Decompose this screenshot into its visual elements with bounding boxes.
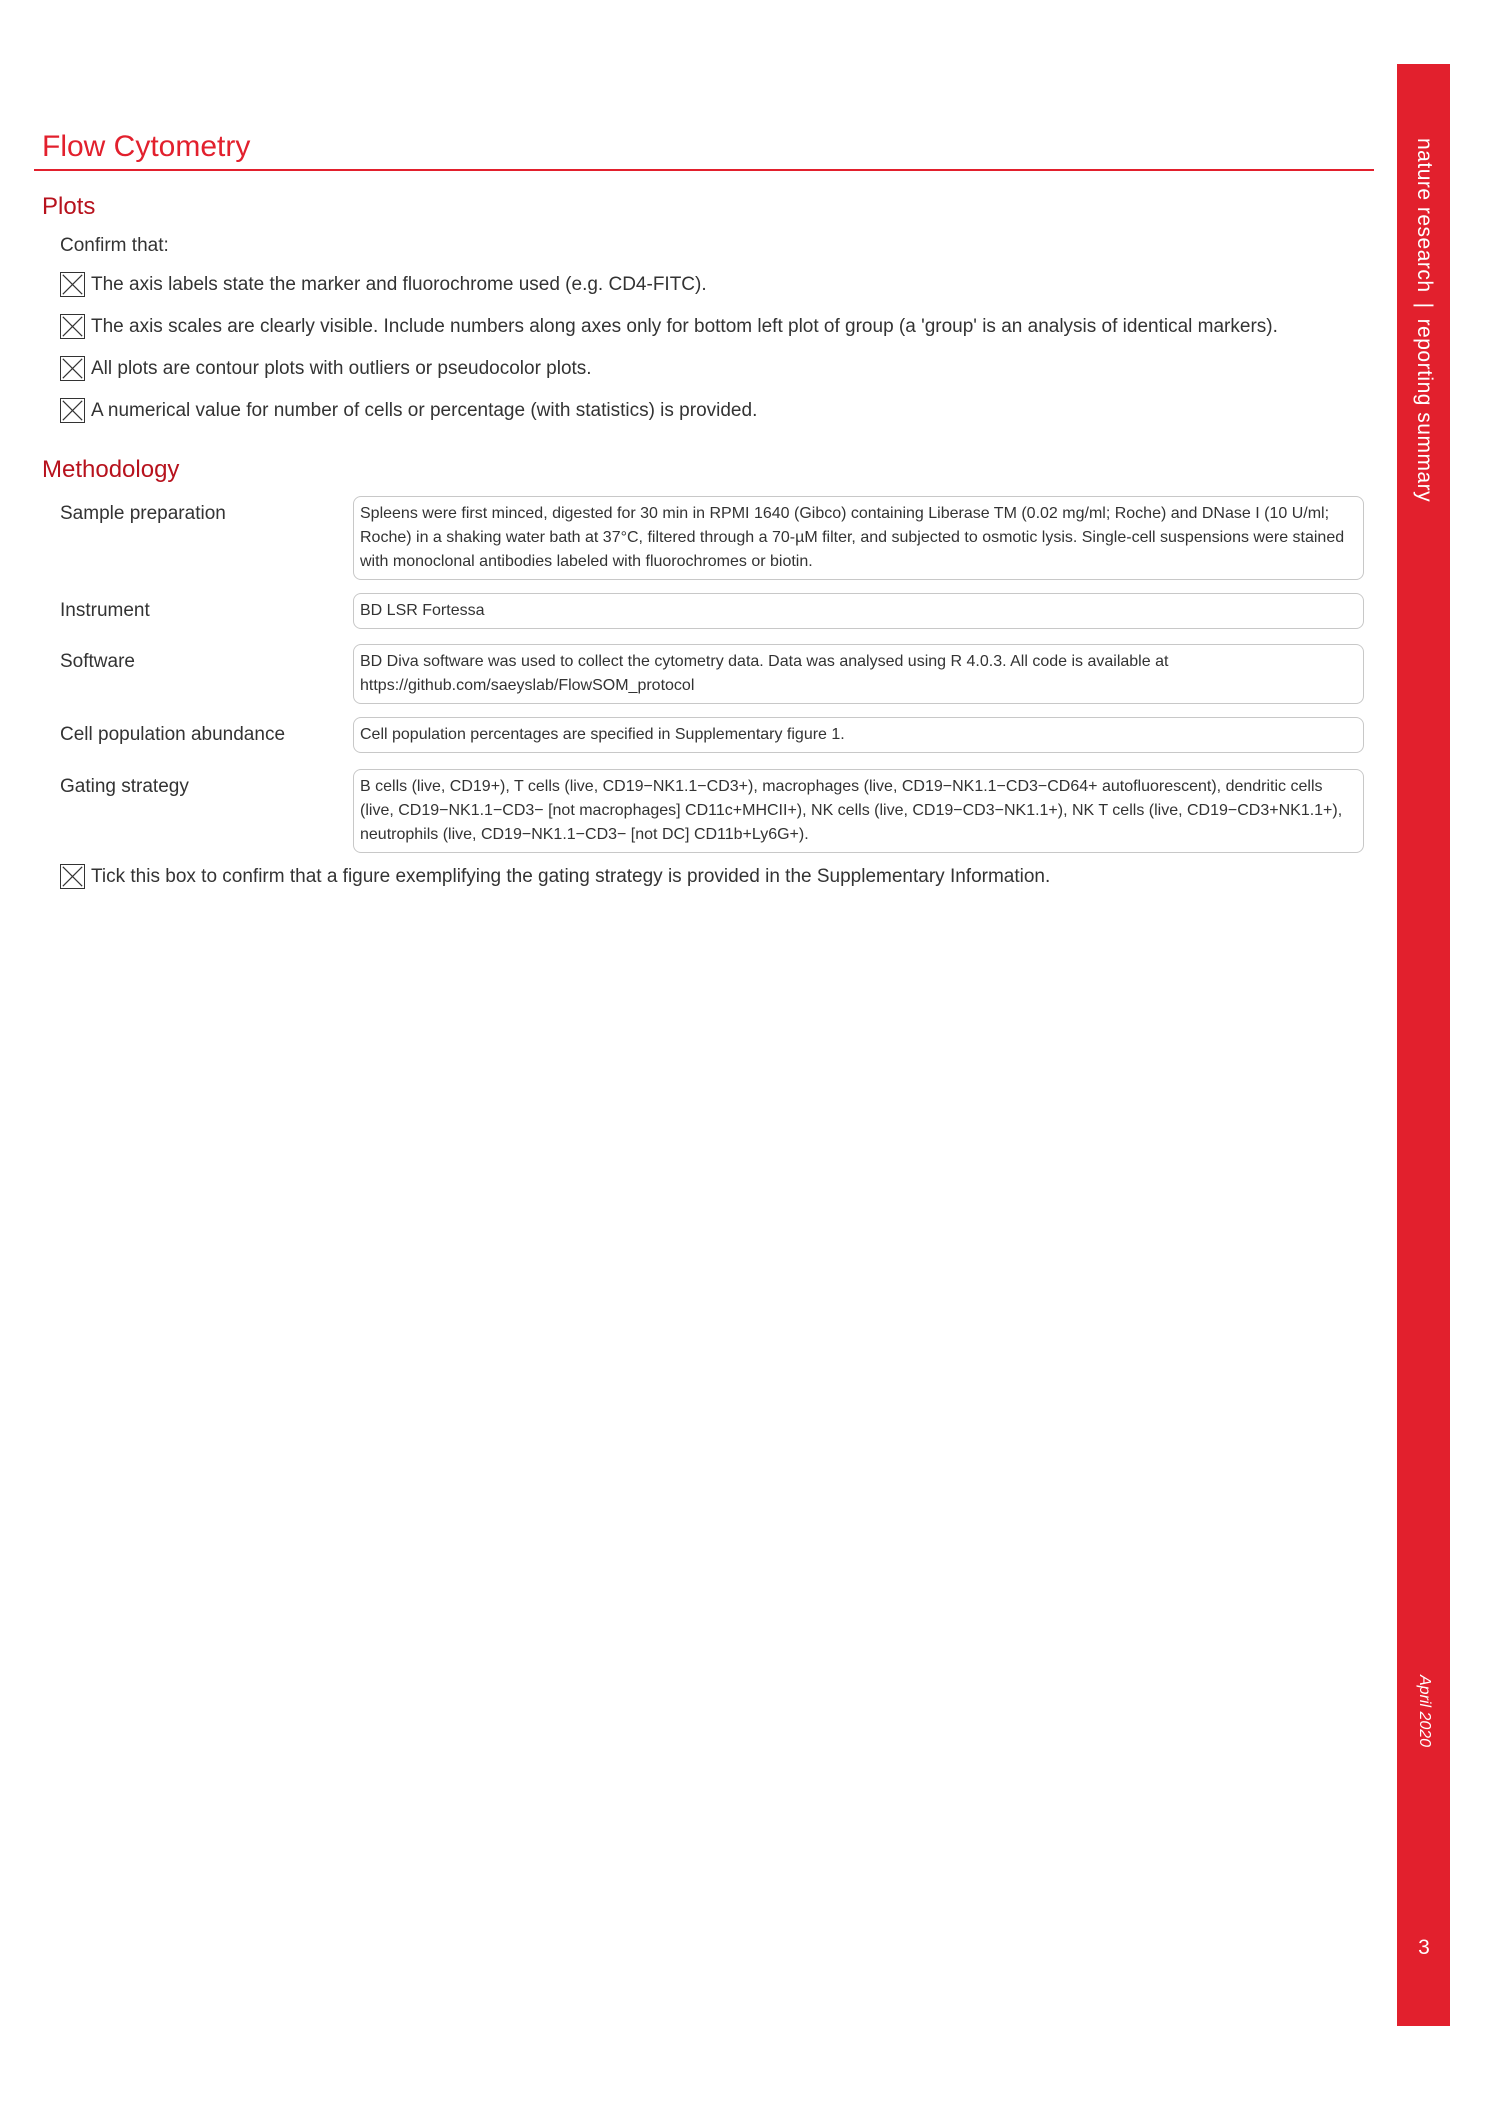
document-name: reporting summary xyxy=(1413,318,1436,503)
plots-heading: Plots xyxy=(42,193,96,220)
page-number: 3 xyxy=(1418,1936,1430,1959)
field-cell-population-abundance[interactable]: Cell population percentages are specified in Supplementary figure 1. xyxy=(353,717,1364,753)
field-label-instrument: Instrument xyxy=(60,600,150,621)
gating-figure-confirm xyxy=(60,864,1050,889)
checkbox-cross-icon xyxy=(61,357,84,380)
side-title xyxy=(1412,138,1436,502)
side-date: April 2020 xyxy=(1416,1675,1433,1748)
confirm-label: Confirm that: xyxy=(60,235,169,256)
check-text: All plots are contour plots with outliers or pseudocolor plots. xyxy=(91,357,592,379)
checkbox-checked[interactable] xyxy=(60,398,85,423)
checkbox-checked[interactable] xyxy=(60,864,85,889)
plots-check-axis-labels xyxy=(60,272,707,297)
methodology-heading: Methodology xyxy=(42,456,180,483)
field-label-gating-strategy: Gating strategy xyxy=(60,776,189,797)
field-sample-preparation[interactable]: Spleens were first minced, digested for 30 min in RPMI 1640 (Gibco) containing Liberase TM (0.02 mg/ml; Roche) and DNase I (10 U/ml; Roche) in a shaking water bath at 37°C, filtered through a 70-µM filter, and subjected to osmotic lysis. Single-cell suspensions were stained with monoclonal antibodies labeled with fluorochromes or biotin. xyxy=(353,496,1364,580)
checkbox-checked[interactable] xyxy=(60,356,85,381)
checkbox-checked[interactable] xyxy=(60,314,85,339)
title-separator: | xyxy=(1413,302,1436,309)
field-label-sample-preparation: Sample preparation xyxy=(60,503,226,524)
plots-check-numerical xyxy=(60,398,757,423)
checkbox-cross-icon xyxy=(61,865,84,888)
check-text: A numerical value for number of cells or percentage (with statistics) is provided. xyxy=(91,399,758,421)
brand-name: nature research xyxy=(1413,138,1436,293)
section-title: Flow Cytometry xyxy=(42,130,251,163)
plots-check-axis-scales xyxy=(60,314,1278,339)
checkbox-cross-icon xyxy=(61,315,84,338)
checkbox-checked[interactable] xyxy=(60,272,85,297)
field-instrument[interactable]: BD LSR Fortessa xyxy=(353,593,1364,629)
checkbox-cross-icon xyxy=(61,273,84,296)
section-divider xyxy=(34,169,1374,171)
field-label-software: Software xyxy=(60,651,135,672)
check-text: Tick this box to confirm that a figure exemplifying the gating strategy is provided in the Supplementary Information. xyxy=(91,865,1051,887)
check-text: The axis labels state the marker and fluorochrome used (e.g. CD4-FITC). xyxy=(91,273,707,295)
plots-check-contour xyxy=(60,356,592,381)
field-gating-strategy[interactable]: B cells (live, CD19+), T cells (live, CD19−NK1.1−CD3+), macrophages (live, CD19−NK1.1−CD3−CD64+ autofluorescent), dendritic cells (live, CD19−NK1.1−CD3− [not macrophages] CD11c+MHCII+), NK cells (live, CD19−CD3−NK1.1+), NK T cells (live, CD19−CD3+NK1.1+), neutrophils (live, CD19−NK1.1−CD3− [not DC] CD11b+Ly6G+). xyxy=(353,769,1364,853)
field-label-cell-population-abundance: Cell population abundance xyxy=(60,724,286,745)
field-software[interactable]: BD Diva software was used to collect the cytometry data. Data was analysed using R 4.0.3. All code is available at https://github.com/saeyslab/FlowSOM_protocol xyxy=(353,644,1364,704)
checkbox-cross-icon xyxy=(61,399,84,422)
check-text: The axis scales are clearly visible. Include numbers along axes only for bottom left plot of group (a 'group' is an analysis of identical markers). xyxy=(91,315,1278,337)
